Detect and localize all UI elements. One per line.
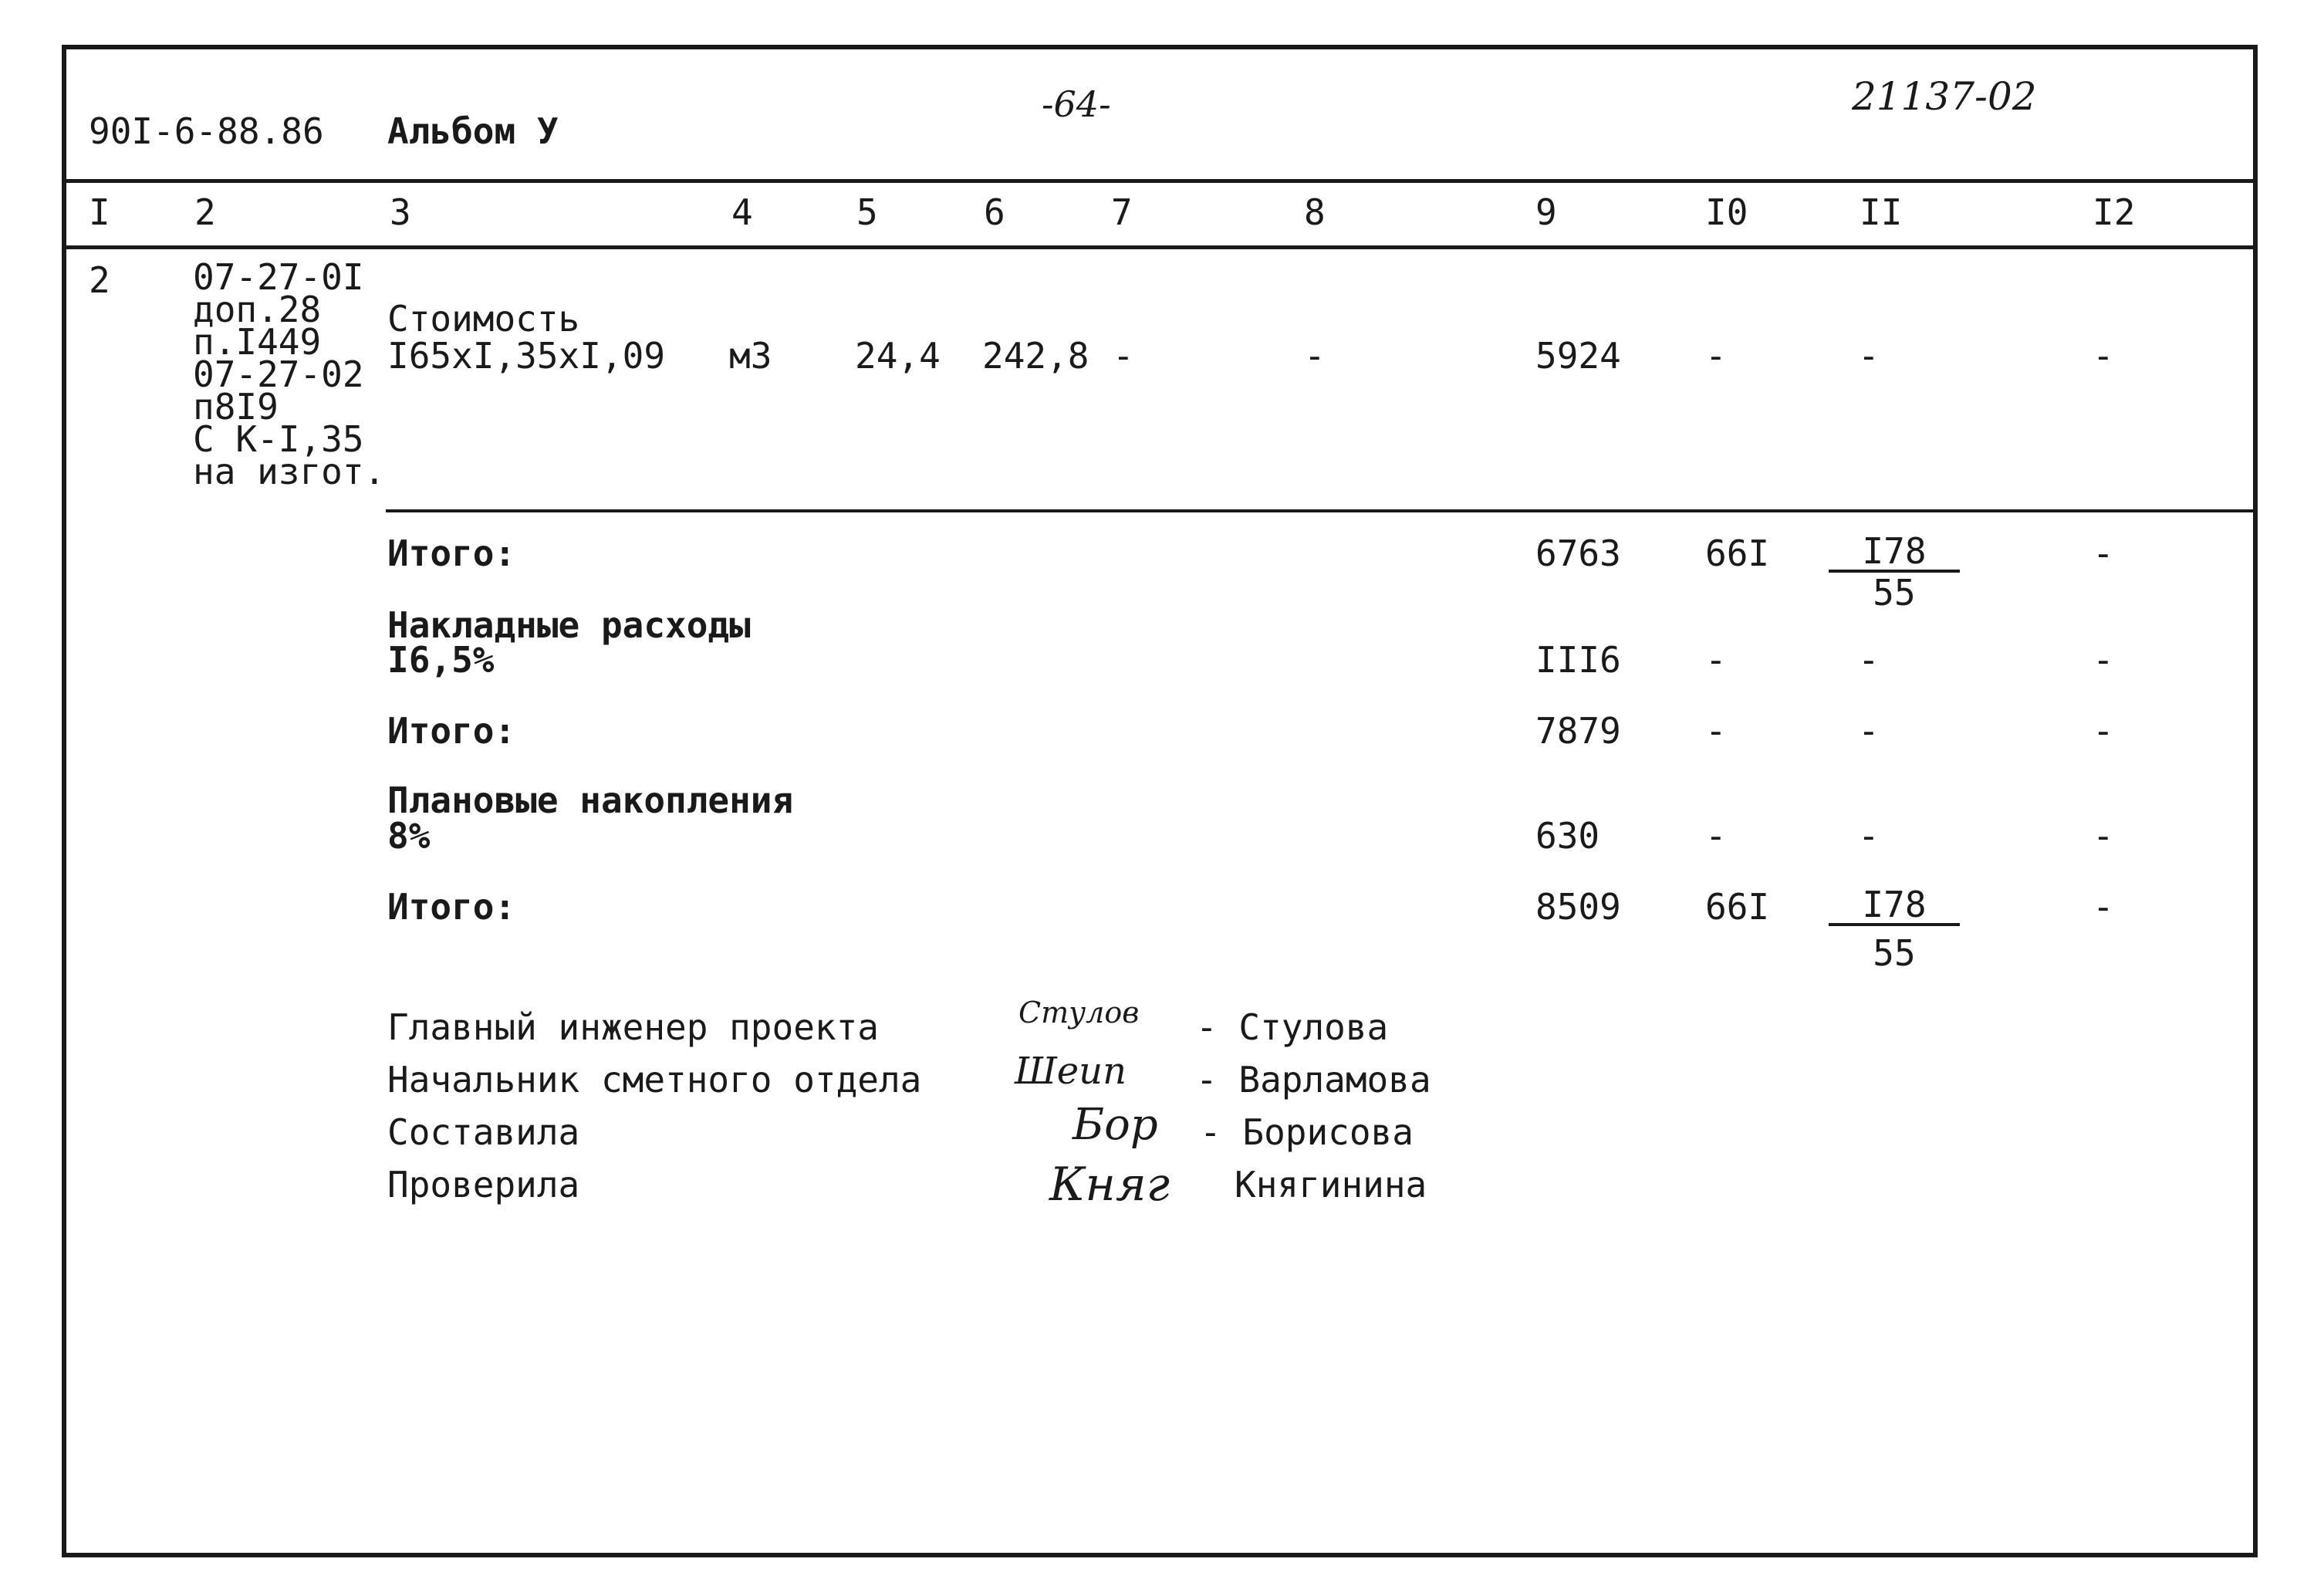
summary-c9: 8509: [1535, 886, 1621, 928]
signer-role: Составила: [387, 1111, 580, 1153]
summary-c12: -: [2093, 886, 2114, 928]
col-1: I: [89, 191, 110, 233]
summary-c10: 66I: [1705, 886, 1770, 928]
col-7: 7: [1111, 191, 1133, 233]
fraction-numerator: I78: [1829, 533, 1960, 573]
summary-c12: -: [2093, 710, 2114, 752]
summary-c10: 66I: [1705, 533, 1770, 574]
fraction-numerator: I78: [1829, 886, 1960, 926]
row-c12: -: [2093, 335, 2114, 377]
summary-c10: -: [1705, 639, 1727, 681]
row-qty: 24,4: [855, 335, 941, 377]
summary-c12: -: [2093, 533, 2114, 574]
project-code: 90I-6-88.86: [89, 110, 324, 152]
summary-c12: -: [2093, 815, 2114, 857]
planned-savings-rate: 8%: [387, 815, 431, 857]
code-line: п.I449: [193, 321, 322, 363]
summary-c11: -: [1858, 639, 1880, 681]
overhead-label: Накладные расходы: [387, 604, 751, 646]
code-line: доп.28: [193, 289, 322, 330]
row-c7: -: [1113, 335, 1134, 377]
row-unit: м3: [729, 335, 772, 377]
col-9: 9: [1535, 191, 1557, 233]
col-3: 3: [390, 191, 411, 233]
document-number: 21137-02: [1852, 74, 2037, 119]
summary-c11-fraction: [1829, 530, 1960, 614]
signer-name: Княгинина: [1235, 1164, 1427, 1205]
signature-handwritten: Стулов: [1018, 996, 1140, 1030]
summary-c9: 630: [1535, 815, 1600, 857]
overhead-rate: I6,5%: [387, 639, 495, 681]
row-description-1: Стоимость: [387, 298, 580, 340]
signer-role: Проверила: [387, 1164, 580, 1205]
summary-c9: 7879: [1535, 710, 1621, 752]
col-6: 6: [984, 191, 1005, 233]
row-code: [193, 256, 386, 492]
code-line: 07-27-02: [193, 353, 364, 395]
summary-c11: -: [1858, 710, 1880, 752]
row-c10: -: [1705, 335, 1727, 377]
signature-handwritten: Княг: [1049, 1158, 1170, 1212]
row-c11: -: [1858, 335, 1880, 377]
summary-c9: 6763: [1535, 533, 1621, 574]
row-number: 2: [89, 259, 110, 301]
signer-role: Главный инженер проекта: [387, 1006, 879, 1048]
col-12: I2: [2093, 191, 2136, 233]
code-line: п8I9: [193, 386, 279, 428]
col-5: 5: [856, 191, 878, 233]
fraction-denominator: 55: [1873, 572, 1916, 614]
col-4: 4: [731, 191, 753, 233]
signature-handwritten: Шеип: [1015, 1050, 1127, 1093]
summary-c12: -: [2093, 639, 2114, 681]
summary-c10: -: [1705, 710, 1727, 752]
col-11: II: [1860, 191, 1903, 233]
header-divider: [62, 179, 2258, 183]
fraction-denominator: 55: [1873, 932, 1916, 974]
signer-role: Начальник сметного отдела: [387, 1059, 922, 1101]
col-2: 2: [194, 191, 216, 233]
summary-c11: -: [1858, 815, 1880, 857]
page-number: -64-: [1042, 83, 1111, 125]
row-divider: [386, 509, 2258, 512]
row-c9: 5924: [1535, 335, 1621, 377]
col-8: 8: [1304, 191, 1326, 233]
signer-name: - Борисова: [1200, 1111, 1414, 1153]
col-10: I0: [1705, 191, 1748, 233]
signature-handwritten: Бор: [1072, 1100, 1158, 1150]
summary-label: Итого:: [387, 710, 516, 752]
summary-c9: III6: [1535, 639, 1621, 681]
summary-label: Итого:: [387, 886, 516, 928]
summary-c11-fraction: [1829, 886, 1960, 980]
summary-c10: -: [1705, 815, 1727, 857]
row-description-2: I65xI,35xI,09: [387, 335, 666, 377]
row-c8: -: [1304, 335, 1326, 377]
planned-savings-label: Плановые накопления: [387, 779, 794, 821]
code-line: С К-I,35: [193, 418, 364, 460]
album-title: Альбом У: [387, 110, 559, 152]
code-line: на изгот.: [193, 451, 386, 492]
summary-label: Итого:: [387, 533, 516, 574]
code-line: 07-27-0I: [193, 256, 364, 298]
column-header-divider: [62, 245, 2258, 249]
signer-name: - Стулова: [1196, 1006, 1389, 1048]
row-price: 242,8: [982, 335, 1089, 377]
signer-name: - Варламова: [1196, 1059, 1431, 1101]
